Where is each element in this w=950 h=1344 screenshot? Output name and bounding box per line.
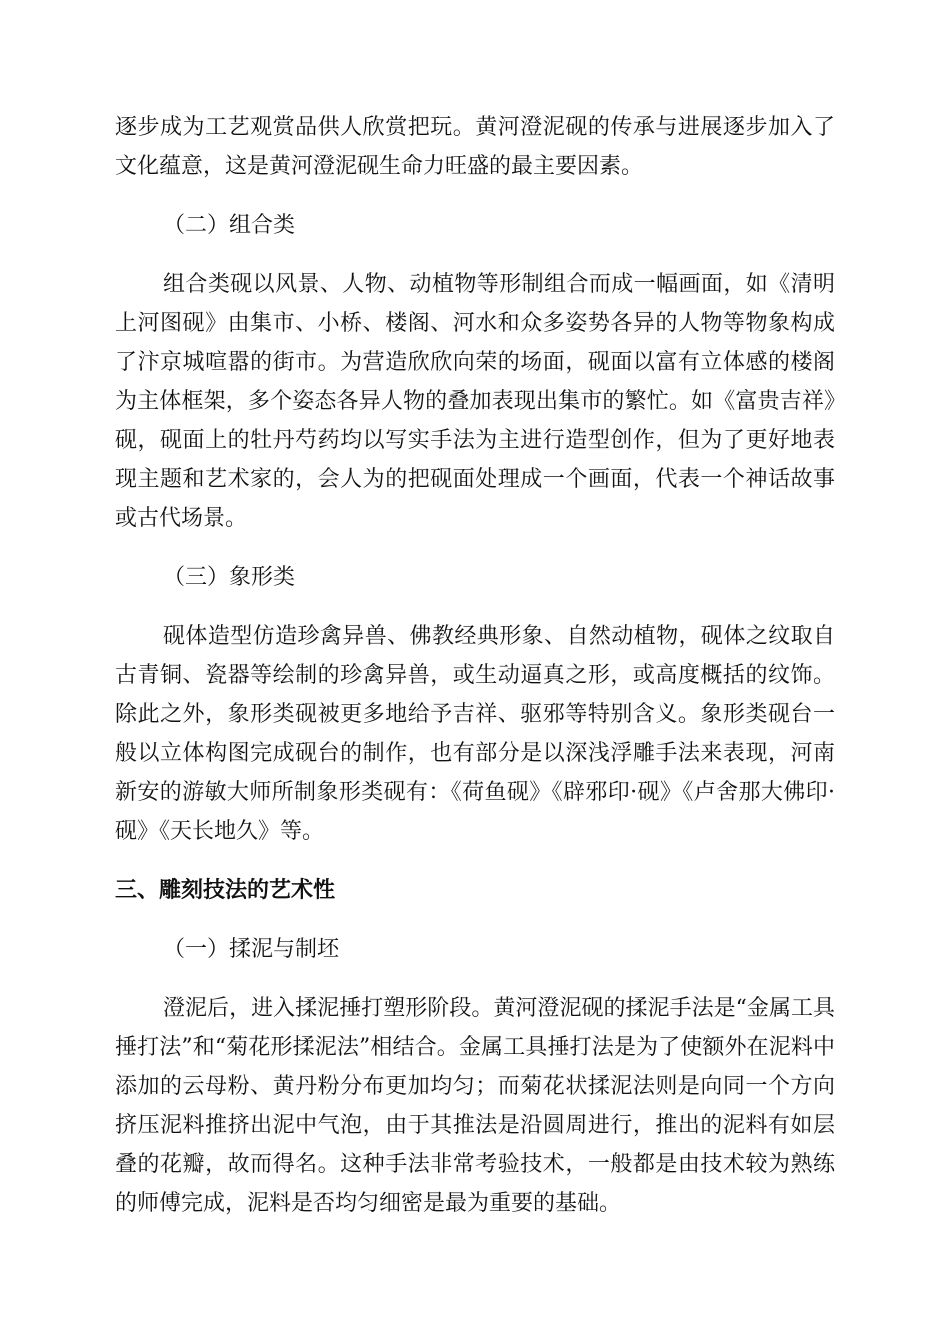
- subheading-kneading-and-molding: （一）揉泥与制坯: [163, 937, 340, 962]
- paragraph-intro-continuation: 逐步成为工艺观赏品供人欣赏把玩。黄河澄泥砚的传承与进展逐步加入了文化蕴意，这是黄河澄泥砚生命力旺盛的最主要因素。: [115, 115, 835, 179]
- paragraph-pictographic-type: 砚体造型仿造珍禽异兽、佛教经典形象、自然动植物，砚体之纹取自古青铜、瓷器等绘制的珍禽异兽，或生动逼真之形，或高度概括的纹饰。除此之外，象形类砚被更多地给予吉祥、驱邪等特别含义。象形类砚台一般以立体构图完成砚台的制作，也有部分是以深浅浮雕手法来表现，河南新安的游敏大师所制象形类砚有：《荷鱼砚》《辟邪印·砚》《卢舍那大佛印·砚》《天长地久》等。: [115, 624, 835, 844]
- document-page: [115, 108, 835, 1223]
- paragraph-kneading-and-molding: 澄泥后，进入揉泥捶打塑形阶段。黄河澄泥砚的揉泥手法是“金属工具捶打法”和“菊花形揉泥法”相结合。金属工具捶打法是为了使额外在泥料中添加的云母粉、黄丹粉分布更加均匀；而菊花状揉泥法则是向同一个方向挤压泥料推挤出泥中气泡，由于其推法是沿圆周进行，推出的泥料有如层叠的花瓣，故而得名。这种手法非常考验技术，一般都是由技术较为熟练的师傅完成，泥料是否均匀细密是最为重要的基础。: [115, 996, 835, 1216]
- section-heading-carving-technique: 三、雕刻技法的艺术性: [115, 878, 336, 903]
- subheading-combination-type: （二）组合类: [163, 213, 296, 238]
- subheading-pictographic-type: （三）象形类: [163, 565, 296, 590]
- paragraph-combination-type: 组合类砚以风景、人物、动植物等形制组合而成一幅画面，如《清明上河图砚》由集市、小桥、楼阁、河水和众多姿势各异的人物等物象构成了汴京城喧嚣的街市。为营造欣欣向荣的场面，砚面以富有立体感的楼阁为主体框架，多个姿态各异人物的叠加表现出集市的繁忙。如《富贵吉祥》砚，砚面上的牡丹芍药均以写实手法为主进行造型创作，但为了更好地表现主题和艺术家的，会人为的把砚面处理成一个画面，代表一个神话故事或古代场景。: [115, 272, 835, 531]
